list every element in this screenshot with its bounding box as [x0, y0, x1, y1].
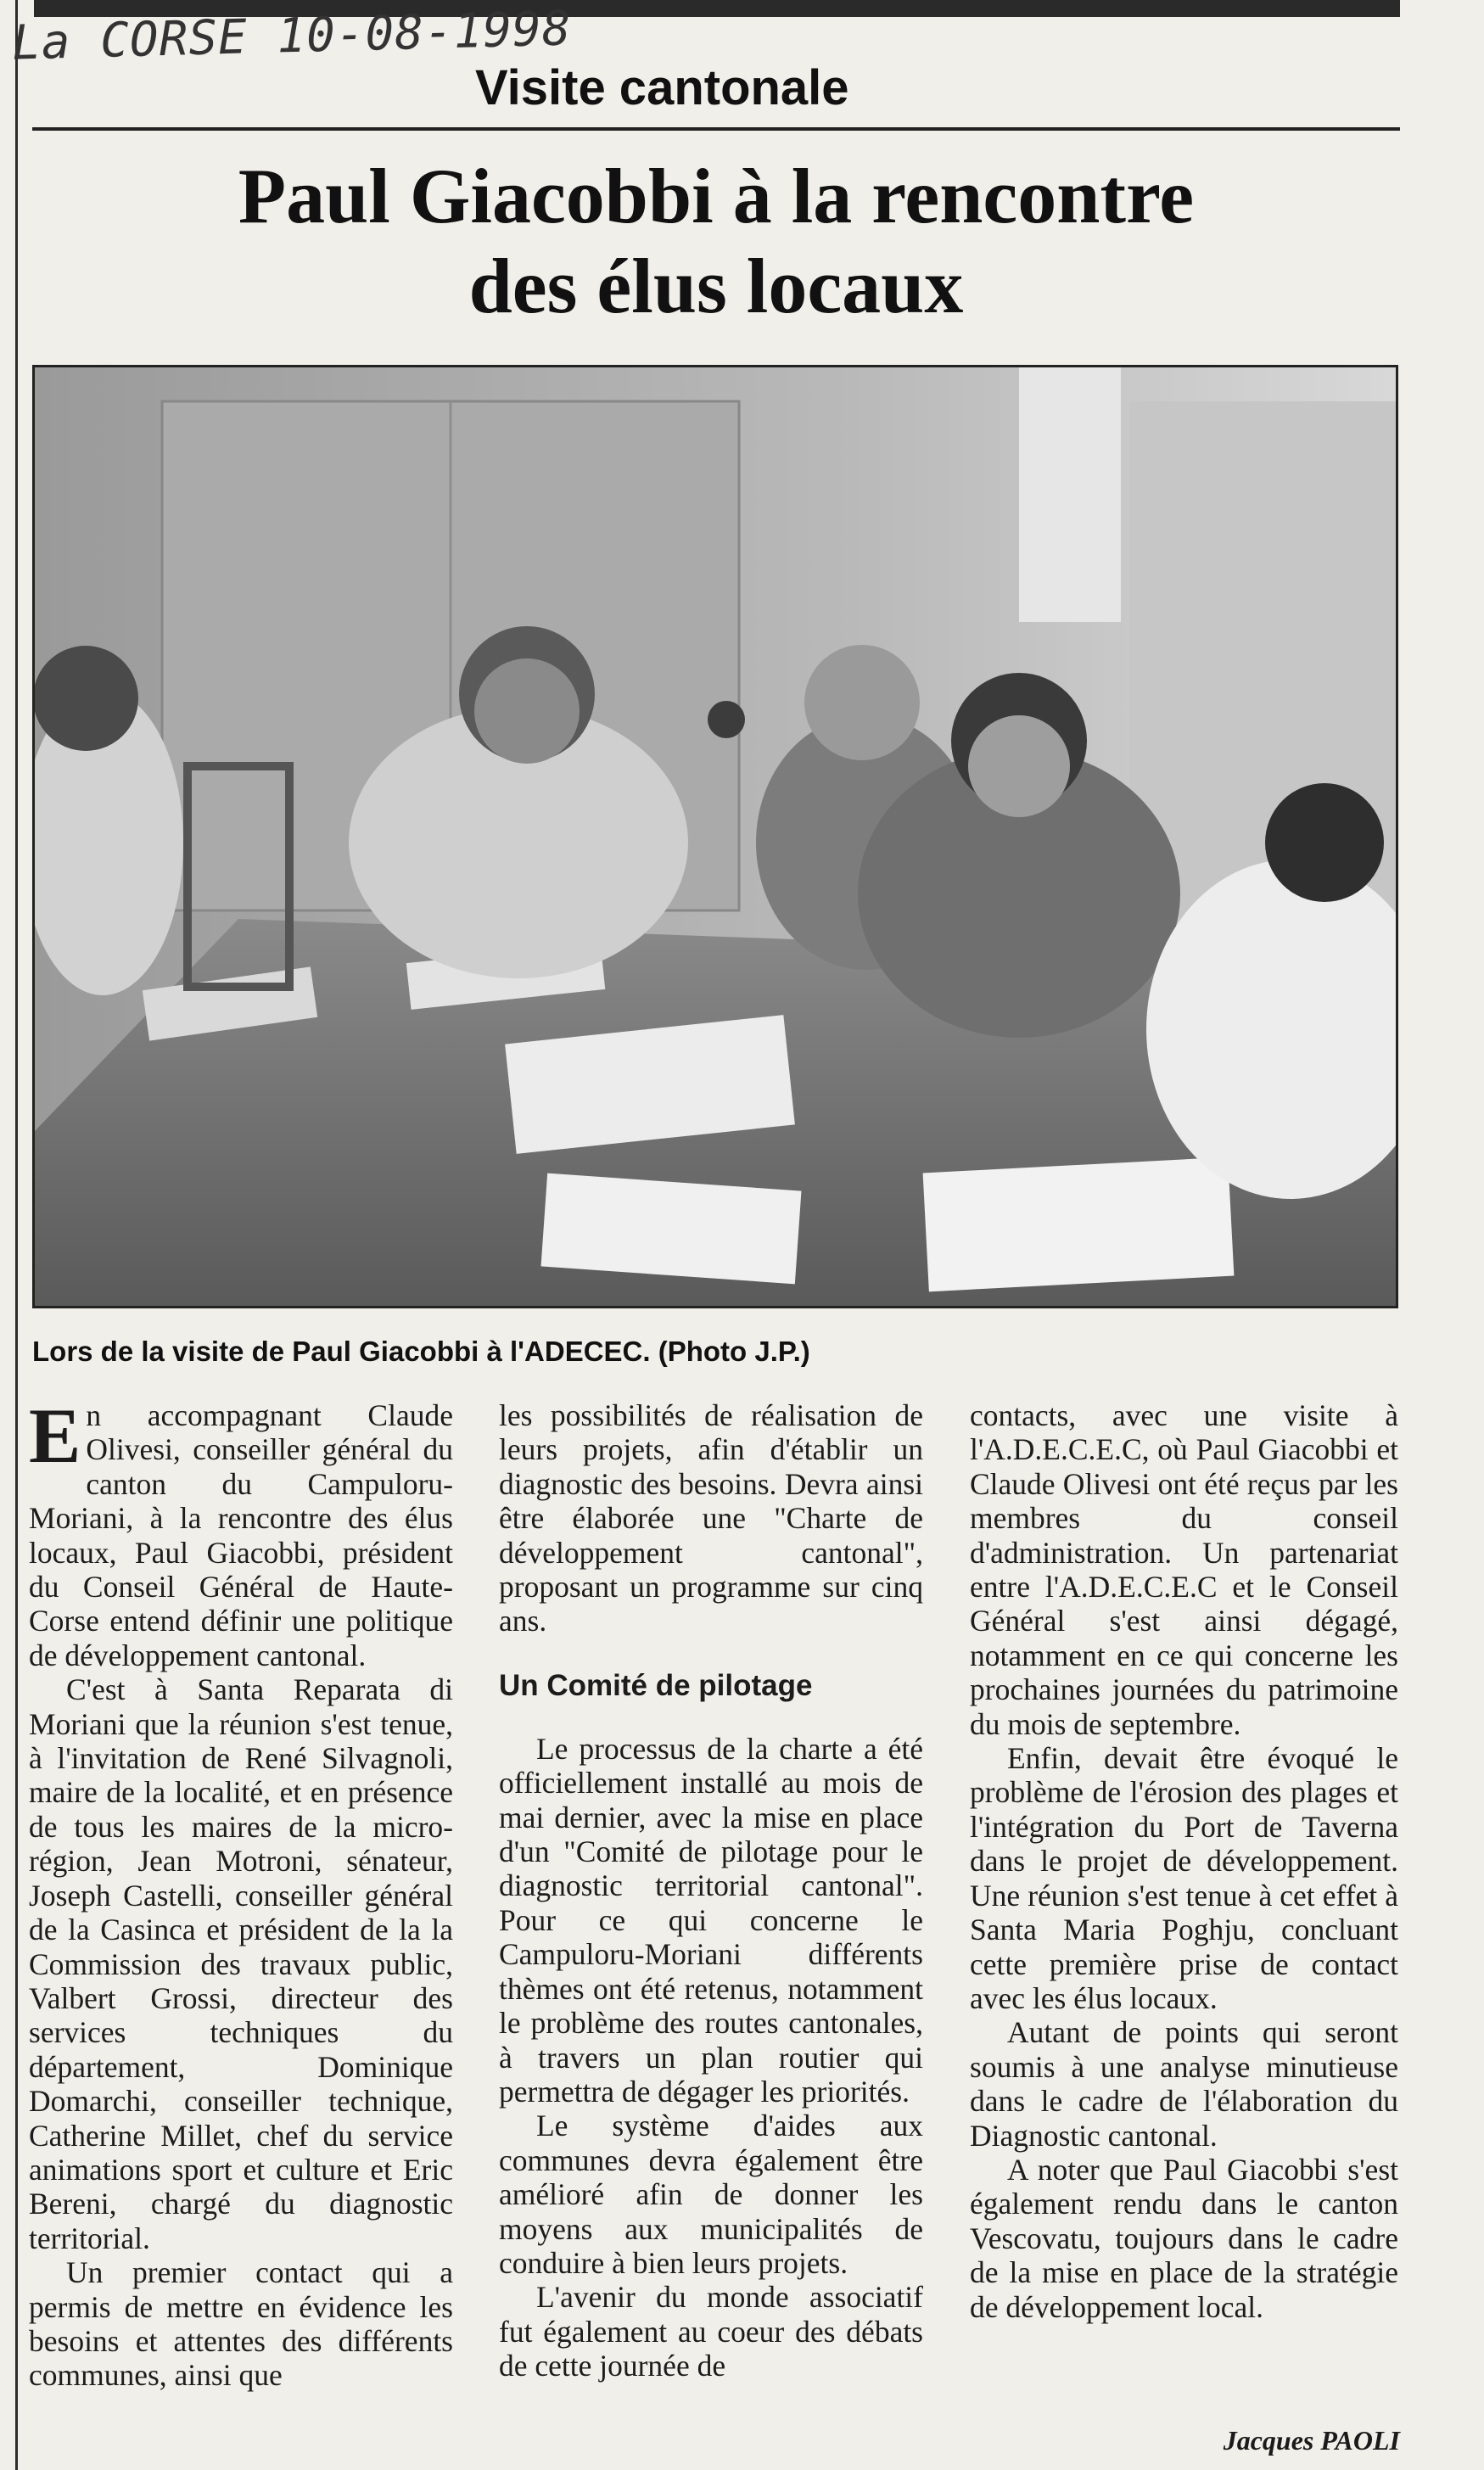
paragraph: Enfin, devait être évoqué le problème de l'érosion des plages et l'intégration du Port de Taverna dans le projet de développement. Une réunion s'est tenue à cet effet à Santa Maria Poghju, concluant cette première prise de contact avec les élus locaux. — [970, 1741, 1398, 2015]
paragraph: Un premier contact qui a permis de mettre en évidence les besoins et attentes des différents communes, ainsi que — [29, 2255, 453, 2393]
paragraph-text: n accompagnant Claude Olivesi, conseiller général du canton du Campuloru-Moriani, à la rencontre des élus locaux, Paul Giacobbi, président du Conseil Général de Haute-Corse entend définir une politique de développement cantonal. — [29, 1398, 453, 1672]
paragraph: contacts, avec une visite à l'A.D.E.C.E.C, où Paul Giacobbi et Claude Olivesi ont été reçus par les membres du conseil d'administration. Un partenariat entre l'A.D.E.C.E.C et le Conseil Général s'est ainsi dégagé, notamment en ce qui concerne les prochaines journées du patrimoine du mois de septembre. — [970, 1398, 1398, 1741]
paragraph — [29, 1392, 453, 1672]
drop-cap: E — [29, 1392, 81, 1479]
article-column-3 — [970, 1398, 1398, 2324]
article-headline — [32, 151, 1400, 331]
article-column-1 — [29, 1392, 453, 2393]
section-rubric: Visite cantonale — [475, 60, 849, 115]
photo-caption: Lors de la visite de Paul Giacobbi à l'ADECEC. (Photo J.P.) — [32, 1336, 810, 1367]
paragraph: C'est à Santa Reparata di Moriani que la réunion s'est tenue, à l'invitation de René Silvagnoli, maire de la localité, et en présence de tous les maires de la micro-région, Jean Motroni, sénateur, Joseph Castelli, conseiller général de la Casinca et président de la la Commission des travaux public, Valbert Grossi, directeur des services techniques du département, Dominique Domarchi, conseiller technique, Catherine Millet, chef du service animations sport et culture et Eric Bereni, chargé du diagnostic territorial. — [29, 1672, 453, 2255]
left-edge-rule — [15, 0, 18, 2470]
author-signature: Jacques PAOLI — [1223, 2425, 1400, 2456]
paragraph: Le système d'aides aux communes devra également être amélioré afin de donner les moyens aux municipalités de conduire à bien leurs projets. — [499, 2109, 923, 2280]
article-photo — [32, 365, 1398, 1308]
section-subhead: Un Comité de pilotage — [499, 1668, 813, 1702]
paragraph: les possibilités de réalisation de leurs projets, afin d'établir un diagnostic des besoins. Devra ainsi être élaborée une "Charte de développement cantonal", proposant un programme sur cinq ans. — [499, 1398, 923, 1638]
paragraph: Le processus de la charte a été officiellement installé au mois de mai dernier, avec la mise en place d'un "Comité de pilotage pour le diagnostic territorial cantonal". Pour ce qui concerne le Campuloru-Moriani différents thèmes ont été retenus, notamment le problème des routes cantonales, à travers un plan routier qui permettra de dégager les priorités. — [499, 1731, 923, 2109]
handwritten-source-note: La CORSE 10-08-1998 — [11, 1, 573, 71]
meeting-photo-illustration — [35, 367, 1396, 1306]
paragraph: Autant de points qui seront soumis à une analyse minutieuse dans le cadre de l'élaboration du Diagnostic cantonal. — [970, 2015, 1398, 2153]
paragraph: A noter que Paul Giacobbi s'est également rendu dans le canton Vescovatu, toujours dans le cadre de la mise en place de la stratégie de développement local. — [970, 2152, 1398, 2324]
headline-line-2: des élus locaux — [468, 243, 964, 329]
paragraph: L'avenir du monde associatif fut également au coeur des débats de cette journée de — [499, 2280, 923, 2383]
rubric-divider — [32, 127, 1400, 131]
article-column-2 — [499, 1398, 923, 2383]
headline-line-1: Paul Giacobbi à la rencontre — [238, 153, 1195, 239]
